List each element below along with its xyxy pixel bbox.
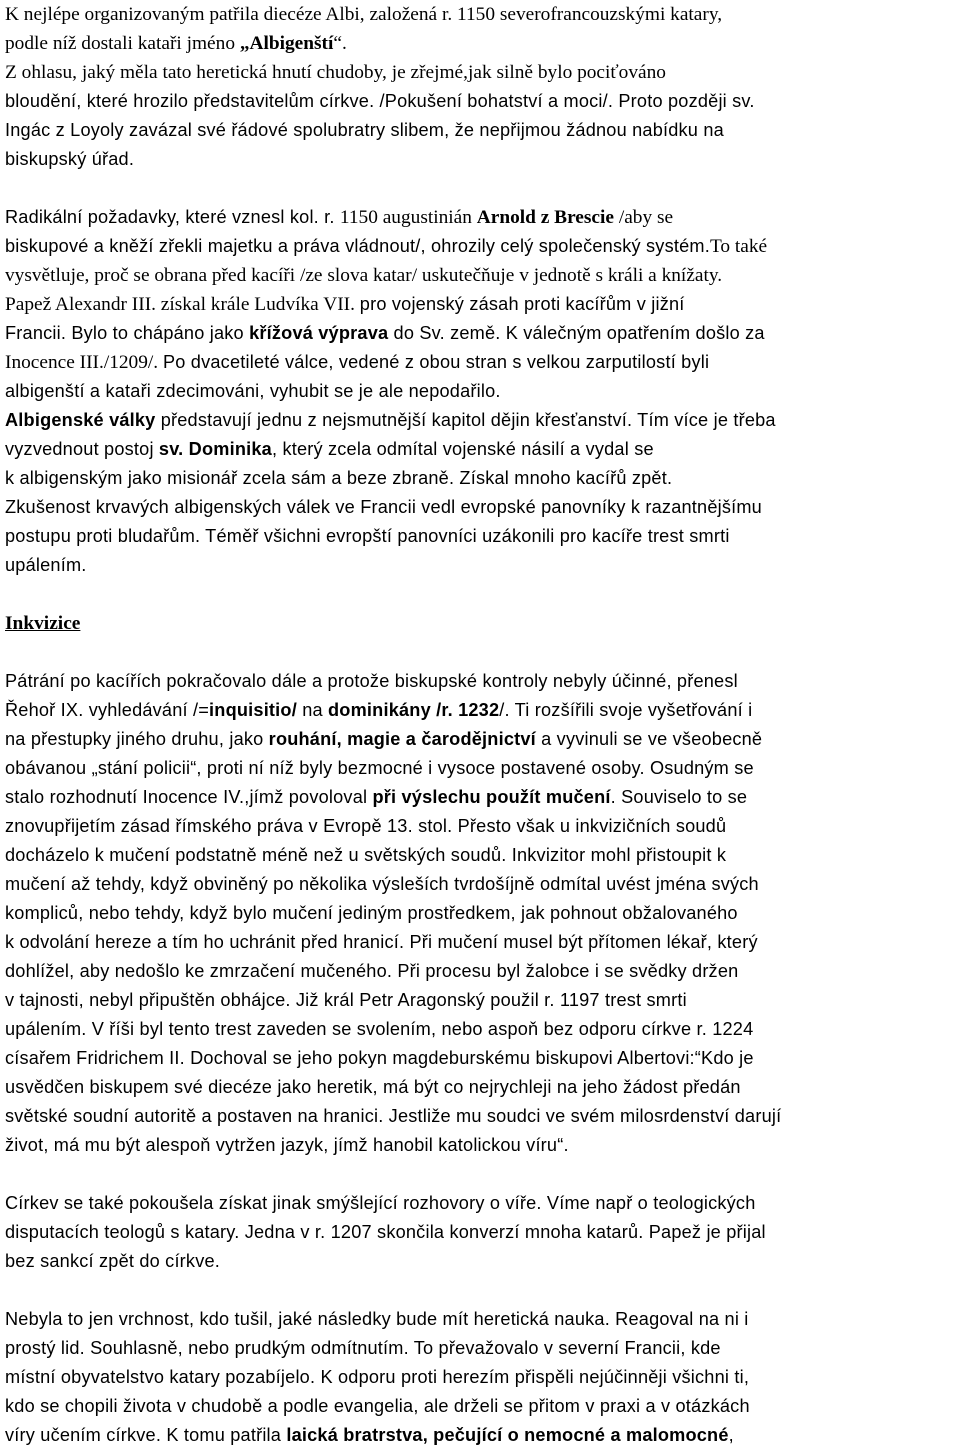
text-line bbox=[5, 522, 955, 551]
text-line bbox=[5, 1073, 955, 1102]
text-span: a vyvinuli se ve všeobecně bbox=[535, 729, 763, 749]
text-span: usvědčen biskupem své diecéze jako heretik, má být co nejrychleji na jeho žádost předán bbox=[5, 1077, 741, 1097]
text-span: /. Ti rozšířili svoje vyšetřování i bbox=[499, 700, 753, 720]
text-span: místní obyvatelstvo katary pozabíjelo. K odporu proti herezím přispěli nejúčinněji všichni ti, bbox=[5, 1367, 750, 1387]
text-span: /aby se bbox=[613, 207, 674, 228]
bold-term-lay-brotherhoods: laická bratrstva, pečující o nemocné a malomocné bbox=[286, 1425, 729, 1445]
bold-term-torture: při výslechu použít mučení bbox=[372, 787, 611, 807]
text-span: kdo se chopili života v chudobě a podle evangelia, ale drželi se přitom v praxi a v otázkách bbox=[5, 1396, 750, 1416]
text-span: disputacích teologů s katary. Jedna v r. 1207 skončila konverzí mnoha katarů. Papež je přijal bbox=[5, 1222, 766, 1242]
text-line bbox=[5, 754, 955, 783]
text-line bbox=[5, 261, 955, 290]
paragraph-gap bbox=[5, 174, 957, 203]
text-span: Po dvacetileté válce, vedené z obou stran s velkou zarputilostí byli bbox=[162, 352, 710, 372]
text-line bbox=[5, 406, 955, 435]
text-line bbox=[5, 435, 955, 464]
text-line bbox=[5, 290, 955, 319]
text-line bbox=[5, 1421, 955, 1450]
text-span: na přestupky jiného druhu, jako bbox=[5, 729, 269, 749]
text-line bbox=[5, 986, 955, 1015]
paragraph-radical-demands bbox=[5, 203, 957, 580]
bold-term-dominik: Dominika bbox=[188, 439, 272, 459]
text-span: život, má mu být alespoň vytržen jazyk, jímž hanobil katolickou víru“. bbox=[5, 1135, 569, 1155]
bold-term-albigensian-wars: Albigenské války bbox=[5, 410, 156, 430]
text-line bbox=[5, 232, 955, 261]
text-span: Pátrání po kacířích pokračovalo dále a protože biskupské kontroly nebyly účinné, přenesl bbox=[5, 671, 738, 691]
text-span: prostý lid. Souhlasně, nebo prudkým odmítnutím. To převažovalo v severní Francii, kde bbox=[5, 1338, 721, 1358]
paragraph-albi bbox=[5, 0, 957, 174]
text-span: /Pokušení bohatství a moci/. Proto později sv. bbox=[379, 91, 755, 111]
text-span: 1150 augustinián bbox=[339, 207, 477, 228]
text-line bbox=[5, 696, 955, 725]
paragraph-common-people bbox=[5, 1305, 957, 1450]
text-span: víry učením církve. K tomu patřila bbox=[5, 1425, 287, 1445]
text-line bbox=[5, 1363, 955, 1392]
text-line bbox=[5, 1189, 955, 1218]
text-line bbox=[5, 1392, 955, 1421]
text-span: bez sankcí zpět do církve. bbox=[5, 1251, 221, 1271]
text-line bbox=[5, 957, 955, 986]
text-line bbox=[5, 464, 955, 493]
text-span: bloudění, které hrozilo představitelům církve. bbox=[5, 91, 380, 111]
paragraph-gap bbox=[5, 1276, 957, 1305]
text-line bbox=[5, 1218, 955, 1247]
text-line bbox=[5, 870, 955, 899]
text-span: K nejlépe organizovaným patřila diecéze Albi, založená r. 1150 severofrancouzskými katary, bbox=[5, 4, 723, 25]
text-span: k albigenským jako misionář zcela sám a beze zbraně. Získal mnoho kacířů zpět. bbox=[5, 468, 673, 488]
text-span: Ingác z Loyoly zavázal své řádové spolubratry slibem, že nepřijmou žádnou nabídku na bbox=[5, 120, 724, 140]
text-line bbox=[5, 1044, 955, 1073]
text-line bbox=[5, 87, 955, 116]
text-span: kompliců, nebo tehdy, když bylo mučení jediným prostředkem, jak pohnout obžalovaného bbox=[5, 903, 738, 923]
text-line bbox=[5, 29, 955, 58]
text-span: k odvolání hereze a tím ho uchránit před hranicí. Při mučení musel být přítomen lékař, který bbox=[5, 932, 758, 952]
text-span: To také bbox=[709, 236, 768, 257]
text-span: císařem Fridrichem II. Dochoval se jeho pokyn magdeburskému biskupovi Albertovi:“Kdo je bbox=[5, 1048, 754, 1068]
text-span: albigenští a kataři zdecimováni, vyhubit se je ale nepodařilo. bbox=[5, 381, 501, 401]
text-line bbox=[5, 319, 955, 348]
paragraph-gap bbox=[5, 638, 957, 667]
text-span: upálením. V říši byl tento trest zaveden se svolením, nebo aspoň bez odporu církve r. 1224 bbox=[5, 1019, 754, 1039]
text-line bbox=[5, 145, 955, 174]
document-page bbox=[5, 0, 957, 1450]
text-line bbox=[5, 1131, 955, 1160]
text-span: upálením. bbox=[5, 555, 87, 575]
text-line bbox=[5, 58, 955, 87]
text-span: Z ohlasu, jaký měla tato heretická hnutí chudoby, je zřejmé,jak silně bylo pociťováno bbox=[5, 62, 666, 83]
text-line bbox=[5, 1247, 955, 1276]
text-span: znovupřijetím zásad římského práva v Evropě 13. stol. Přesto však u inkvizičních soudů bbox=[5, 816, 727, 836]
text-span: Zkušenost krvavých albigenských válek ve Francii vedl evropské panovníky k razantnějšímu bbox=[5, 497, 762, 517]
text-span: , který zcela odmítal vojenské násilí a vydal se bbox=[271, 439, 654, 459]
text-span: docházelo k mučení podstatně méně než u světských soudů. Inkvizitor mohl přistoupit k bbox=[5, 845, 727, 865]
text-span: stalo rozhodnutí Inocence IV.,jímž povoloval bbox=[5, 787, 373, 807]
text-span: postupu proti bludařům. Téměř všichni evropští panovníci uzákonili pro kacíře trest smrti bbox=[5, 526, 730, 546]
bold-term-dominicans: dominikány /r. 1232 bbox=[328, 700, 500, 720]
bold-term-blasphemy: rouhání, magie a čarodějnictví bbox=[268, 729, 536, 749]
text-line bbox=[5, 0, 955, 29]
text-span: . Souviselo to se bbox=[610, 787, 748, 807]
text-span: Francii. Bylo to chápáno jako bbox=[5, 323, 250, 343]
text-span: “. bbox=[333, 33, 347, 54]
text-line bbox=[5, 667, 955, 696]
text-span: vysvětluje, proč se obrana před kacíři /ze slova katar/ uskutečňuje v jednotě s králi a knížaty. bbox=[5, 265, 723, 286]
text-line bbox=[5, 493, 955, 522]
text-line bbox=[5, 841, 955, 870]
text-span: vyzvednout postoj bbox=[5, 439, 159, 459]
text-line bbox=[5, 1102, 955, 1131]
text-span: do Sv. země. K válečným opatřením došlo za bbox=[388, 323, 765, 343]
paragraph-gap bbox=[5, 1160, 957, 1189]
text-span: , bbox=[728, 1425, 734, 1445]
text-span: pro vojenský zásah proti kacířům v jižní bbox=[359, 294, 685, 314]
bold-term-sv: sv. bbox=[158, 439, 189, 459]
text-span: Papež Alexandr III. získal krále Ludvíka VII. bbox=[5, 294, 360, 315]
paragraph-church-dialogue bbox=[5, 1189, 957, 1276]
bold-term-crusade: křížová výprava bbox=[249, 323, 389, 343]
bold-term-albigensti: „Albigenští bbox=[239, 33, 334, 54]
text-span: mučení až tehdy, když obviněný po několika výsleších tvrdošíjně odmítal uvést jména svých bbox=[5, 874, 759, 894]
text-span: na bbox=[296, 700, 329, 720]
bold-term-inquisitio: inquisitio/ bbox=[209, 700, 297, 720]
text-span: podle níž dostali kataři jméno bbox=[5, 33, 240, 54]
text-span: Inocence III./1209/. bbox=[5, 352, 163, 373]
paragraph-gap bbox=[5, 580, 957, 609]
section-heading: Inkvizice bbox=[5, 613, 81, 634]
text-span: světské soudní autoritě a postaven na hranici. Jestliže mu soudci ve svém milosrdenství darují bbox=[5, 1106, 782, 1126]
text-line bbox=[5, 116, 955, 145]
text-line bbox=[5, 1305, 955, 1334]
text-span: Řehoř IX. vyhledávání /= bbox=[5, 700, 210, 720]
text-span: v tajnosti, nebyl připuštěn obhájce. Již král Petr Aragonský použil r. 1197 trest smrti bbox=[5, 990, 687, 1010]
text-line bbox=[5, 928, 955, 957]
text-span: biskupský úřad. bbox=[5, 149, 135, 169]
text-span: obávanou „stání policii“, proti ní níž byly bezmocné i vysoce postavené osoby. Osudným se bbox=[5, 758, 754, 778]
text-line bbox=[5, 551, 955, 580]
text-span: biskupové a kněží zřekli majetku a práva vládnout/, ohrozily celý společenský systém. bbox=[5, 236, 710, 256]
text-span: představují jednu z nejsmutnější kapitol dějin křesťanství. Tím více je třeba bbox=[155, 410, 776, 430]
text-line bbox=[5, 377, 955, 406]
text-line bbox=[5, 1334, 955, 1363]
text-span: Církev se také pokoušela získat jinak smýšlející rozhovory o víře. Víme např o teologických bbox=[5, 1193, 756, 1213]
text-line bbox=[5, 725, 955, 754]
paragraph-inquisition bbox=[5, 667, 957, 1160]
text-line bbox=[5, 783, 955, 812]
text-line bbox=[5, 1015, 955, 1044]
text-line bbox=[5, 348, 955, 377]
text-span: Nebyla to jen vrchnost, kdo tušil, jaké následky bude mít heretická nauka. Reagoval na ni i bbox=[5, 1309, 749, 1329]
text-span: dohlížel, aby nedošlo ke zmrzačení mučeného. Při procesu byl žalobce i se svědky držen bbox=[5, 961, 739, 981]
text-line bbox=[5, 812, 955, 841]
text-line bbox=[5, 203, 955, 232]
text-line bbox=[5, 899, 955, 928]
text-span: Radikální požadavky, které vznesl kol. r. bbox=[5, 207, 340, 227]
bold-term-arnold: Arnold z Brescie bbox=[476, 207, 614, 228]
